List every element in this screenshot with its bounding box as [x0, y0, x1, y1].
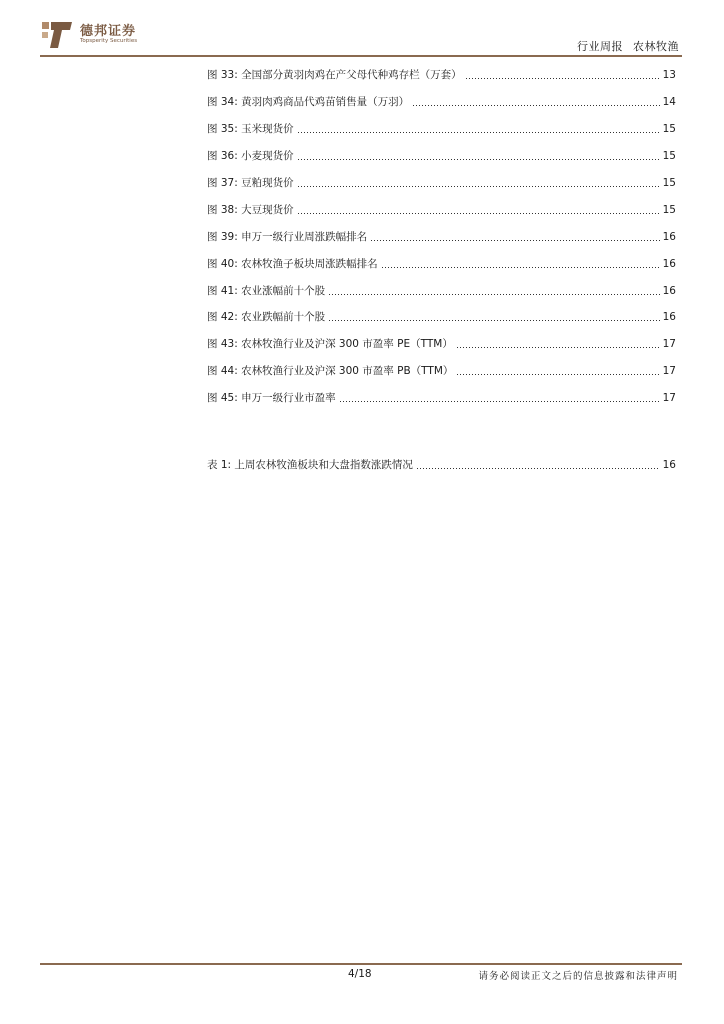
- leader-dots: [297, 186, 660, 187]
- entry-label: 图 36:: [207, 150, 238, 162]
- entry-page: 17: [662, 392, 676, 404]
- company-logo: [40, 18, 150, 52]
- toc-entry[interactable]: [207, 310, 676, 324]
- page-number: 4/18: [348, 968, 372, 980]
- entry-label: 图 40:: [207, 258, 238, 270]
- toc-entry[interactable]: [207, 122, 676, 136]
- toc-entry[interactable]: [207, 337, 676, 351]
- entry-label: 图 43:: [207, 338, 238, 350]
- brand-name-cn: 德邦证券: [80, 24, 137, 39]
- entry-label: 图 37:: [207, 177, 238, 189]
- leader-dots: [297, 213, 660, 214]
- report-header: [571, 38, 679, 54]
- brand-name-en: Topsperity Securities: [80, 38, 138, 44]
- entry-label: 图 39:: [207, 231, 238, 243]
- toc-table-entry[interactable]: [207, 458, 676, 472]
- toc-entry[interactable]: [207, 230, 676, 244]
- entry-label: 图 34:: [207, 96, 238, 108]
- entry-page: 16: [662, 459, 676, 471]
- entry-title: 黄羽肉鸡商品代鸡苗销售量（万羽）: [241, 96, 410, 108]
- leader-dots: [465, 78, 660, 79]
- entry-page: 15: [662, 123, 676, 135]
- entry-label: 图 44:: [207, 365, 238, 377]
- leader-dots: [456, 347, 660, 348]
- toc-entry[interactable]: [207, 149, 676, 163]
- entry-page: 16: [662, 285, 676, 297]
- entry-title: 农业涨幅前十个股: [241, 285, 326, 297]
- leader-dots: [297, 132, 660, 133]
- toc-entry[interactable]: [207, 391, 676, 405]
- toc-entry[interactable]: [207, 176, 676, 190]
- leader-dots: [412, 105, 660, 106]
- entry-page: 14: [662, 96, 676, 108]
- entry-page: 15: [662, 177, 676, 189]
- toc-entry[interactable]: [207, 364, 676, 378]
- leader-dots: [370, 240, 660, 241]
- entry-label: 图 41:: [207, 285, 238, 297]
- toc-entry[interactable]: [207, 95, 676, 109]
- leader-dots: [456, 374, 659, 375]
- toc-entry[interactable]: [207, 257, 676, 271]
- leader-dots: [381, 267, 660, 268]
- entry-page: 13: [662, 69, 676, 81]
- entry-title: 农林牧渔行业及沪深 300 市盈率 PE（TTM）: [241, 338, 453, 350]
- entry-title: 玉米现货价: [241, 123, 294, 135]
- entry-title: 农林牧渔行业及沪深 300 市盈率 PB（TTM）: [241, 365, 454, 377]
- entry-page: 16: [662, 231, 676, 243]
- entry-label: 表 1:: [207, 459, 232, 471]
- entry-label: 图 45:: [207, 392, 238, 404]
- entry-page: 15: [662, 150, 676, 162]
- report-sector: 农林牧渔: [633, 40, 679, 53]
- entry-title: 全国部分黄羽肉鸡在产父母代种鸡存栏（万套）: [241, 69, 462, 81]
- entry-page: 15: [662, 204, 676, 216]
- entry-title: 农林牧渔子板块周涨跌幅排名: [241, 258, 378, 270]
- entry-title: 申万一级行业市盈率: [241, 392, 336, 404]
- logo-mark-icon: [40, 18, 74, 52]
- entry-title: 豆粕现货价: [241, 177, 294, 189]
- entry-title: 小麦现货价: [241, 150, 294, 162]
- entry-page: 16: [662, 258, 676, 270]
- toc-entry[interactable]: [207, 284, 676, 298]
- report-type: 行业周报: [577, 40, 623, 53]
- entry-label: 图 35:: [207, 123, 238, 135]
- entry-label: 图 38:: [207, 204, 238, 216]
- leader-dots: [328, 320, 660, 321]
- entry-label: 图 33:: [207, 69, 238, 81]
- toc-entry[interactable]: [207, 203, 676, 217]
- entry-title: 农业跌幅前十个股: [241, 311, 326, 323]
- entry-title: 大豆现货价: [241, 204, 294, 216]
- entry-label: 图 42:: [207, 311, 238, 323]
- leader-dots: [416, 468, 660, 469]
- header-divider: [40, 55, 682, 57]
- toc-entry[interactable]: [207, 68, 676, 82]
- entry-page: 17: [662, 365, 676, 377]
- leader-dots: [328, 294, 660, 295]
- footer-divider: [40, 963, 682, 965]
- entry-title: 上周农林牧渔板块和大盘指数涨跌情况: [234, 459, 413, 471]
- disclaimer-text: 请务必阅读正文之后的信息披露和法律声明: [478, 971, 678, 982]
- entry-page: 17: [662, 338, 676, 350]
- leader-dots: [297, 159, 660, 160]
- leader-dots: [339, 401, 660, 402]
- entry-title: 申万一级行业周涨跌幅排名: [241, 231, 368, 243]
- entry-page: 16: [662, 311, 676, 323]
